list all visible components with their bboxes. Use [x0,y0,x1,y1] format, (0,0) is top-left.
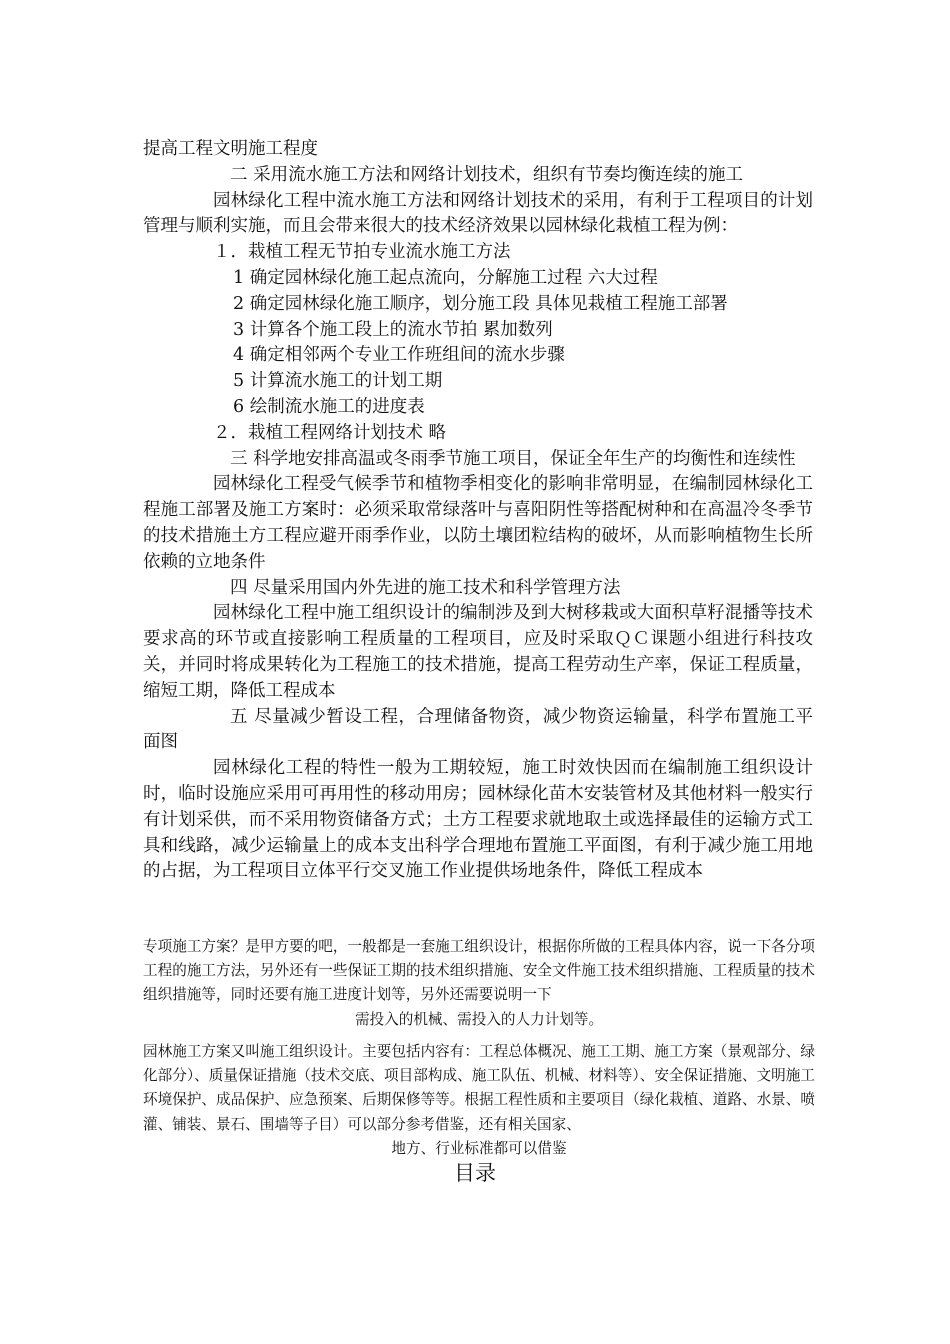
step-item: 1 确定园林绿化施工起点流向，分解施工过程 六大过程 [233,267,658,288]
main-text-block [143,137,813,885]
paragraph-intro: 提高工程文明施工程度 [143,139,318,159]
special-plan-body: 专项施工方案？是甲方要的吧，一般都是一套施工组织设计，根据你所做的工程具体内容，说一下各分项工程的施工方法，另外还有一些保证工期的技术组织措施、安全文件施工技术组织措施、工程质量的技术组织措施等，同时还要有施工进度计划等，另外还需要说明一下 [143,938,815,1004]
paragraph-section-3: 园林绿化工程受气候季节和植物季相变化的影响非常明显，在编制园林绿化工程施工部署及施工方案时：必须采取常绿落叶与喜阳阴性等搭配树种和在高温冷冬季节的技术措施土方工程应避开雨季作业，以防土壤团粒结构的破坏，从而影响植物生长所依赖的立地条件 [143,474,813,572]
paragraph-section-5: 园林绿化工程的特性一般为工期较短，施工时效快因而在编制施工组织设计时，临时设施应采用可再用性的移动用房；园林绿化苗木安装管材及其他材料一般实行有计划采供，而不采用物资储备方式；土方工程要求就地取土或选择最佳的运输方式工具和线路，减少运输量上的成本支出科学合理地布置施工平面图，有利于减少施工用地的占据，为工程项目立体平行交叉施工作业提供场地条件，降低工程成本 [143,758,813,882]
heading-section-4: 四 尽量采用国内外先进的施工技术和科学管理方法 [230,577,621,598]
list-item-1: １．栽植工程无节拍专业流水施工方法 [213,242,511,263]
garden-plan-last-line: 地方、行业标准都可以借鉴 [391,1139,567,1157]
step-item: 3 计算各个施工段上的流水节拍 累加数列 [233,319,553,340]
step-item: 4 确定相邻两个专业工作班组间的流水步骤 [233,345,565,366]
toc-title: 目录 [454,1161,496,1185]
paragraph-section-2: 园林绿化工程中流水施工方法和网络计划技术的采用，有利于工程项目的计划管理与顺利实施，而且会带来很大的技术经济效果以园林绿化栽植工程为例： [143,190,813,237]
special-plan-last-line: 需投入的机械、需投入的人力计划等。 [354,1010,604,1028]
list-item-2: ２．栽植工程网络计划技术 略 [213,422,447,443]
heading-section-5: 五 尽量减少暂设工程，合理储备物资，减少物资运输量，科学布置施工平面图 [143,706,813,753]
heading-section-3: 三 科学地安排高温或冬雨季节施工项目，保证全年生产的均衡性和连续性 [230,448,796,469]
paragraph-section-4: 园林绿化工程中施工组织设计的编制涉及到大树移栽或大面积草籽混播等技术要求高的环节或直接影响工程质量的工程项目，应及时采取ＱＣ课题小组进行科技攻关，并同时将成果转化为工程施工的技术措施，提高工程劳动生产率，保证工程质量，缩短工期，降低工程成本 [143,603,813,701]
step-item: 5 计算流水施工的计划工期 [233,371,443,392]
special-plan-note [143,935,815,1032]
step-item: 6 绘制流水施工的进度表 [233,396,425,417]
heading-section-2: 二 采用流水施工方法和网络计划技术，组织有节奏均衡连续的施工 [230,164,744,185]
garden-plan-note [143,1040,815,1161]
step-item: 2 确定园林绿化施工顺序，划分施工段 具体见栽植工程施工部署 [233,293,728,314]
garden-plan-body: 园林施工方案又叫施工组织设计。主要包括内容有：工程总体概况、施工工期、施工方案（景观部分、绿化部分）、质量保证措施（技术交底、项目部构成、施工队伍、机械、材料等）、安全保证措施、文明施工环境保护、成品保护、应急预案、后期保修等等。根据工程性质和主要项目（绿化栽植、道路、水景、喷灌、铺装、景石、围墙等子目）可以部分参考借鉴，还有相关国家、 [143,1043,815,1133]
